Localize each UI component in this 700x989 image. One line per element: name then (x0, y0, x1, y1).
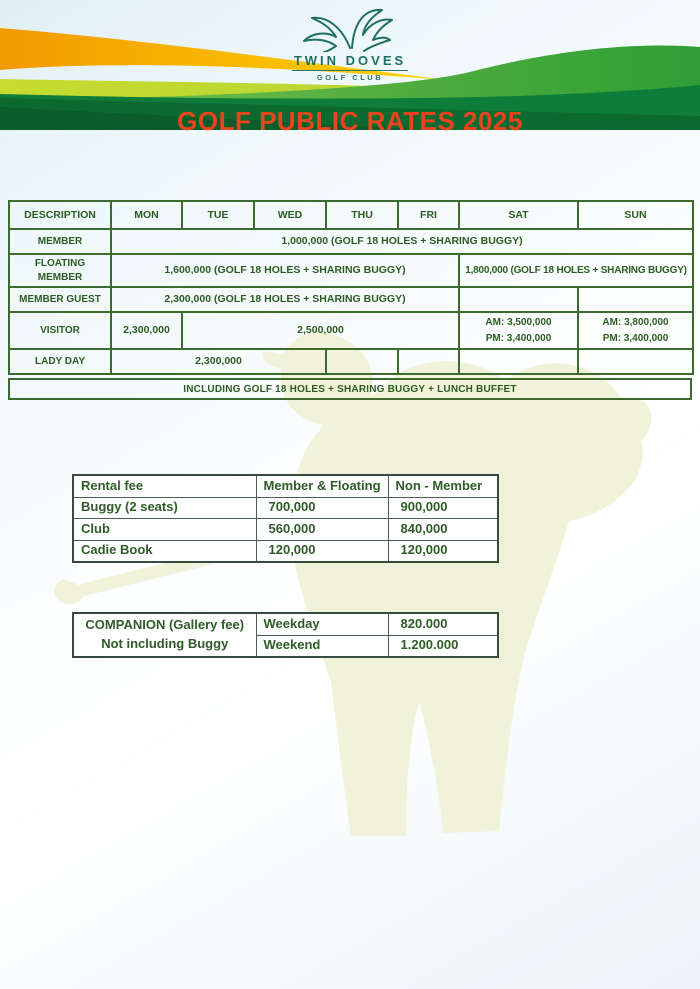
visitor-sat-pm: PM: 3,400,000 (485, 332, 552, 344)
lady-day-row (9, 349, 693, 374)
member-guest-label: MEMBER GUEST (9, 287, 111, 312)
weekday-fee: 820.000 (388, 613, 498, 635)
rates-footer-note: INCLUDING GOLF 18 HOLES + SHARING BUGGY + LUNCH BUFFET (8, 378, 692, 400)
rental-fee-table (72, 474, 499, 563)
club-item: Club (73, 519, 256, 541)
twin-doves-icon (290, 6, 410, 52)
guest-sun-cell (578, 287, 693, 312)
non-member-header: Non - Member (388, 475, 498, 497)
rates-table (8, 200, 694, 375)
companion-subtitle: Not including Buggy (101, 636, 229, 651)
member-guest-row (9, 287, 693, 312)
weekend-fee: 1.200.000 (388, 635, 498, 657)
rental-row-club (73, 519, 498, 541)
rental-header-row (73, 475, 498, 497)
col-description: DESCRIPTION (9, 201, 111, 229)
club-logo (0, 6, 700, 82)
col-sun: SUN (578, 201, 693, 229)
lady-day-label: LADY DAY (9, 349, 111, 374)
col-sat: SAT (459, 201, 578, 229)
floating-member-label: FLOATING MEMBER (9, 254, 111, 287)
lady-sat-cell (459, 349, 578, 374)
club-member-price: 560,000 (256, 519, 388, 541)
club-non-member-price: 840,000 (388, 519, 498, 541)
lady-day-rate: 2,300,000 (111, 349, 326, 374)
visitor-sun-rate (578, 312, 693, 349)
club-subtitle: GOLF CLUB (316, 73, 384, 82)
floating-member-row (9, 254, 693, 287)
visitor-sat-am: AM: 3,500,000 (485, 317, 552, 328)
cadie-book-item: Cadie Book (73, 540, 256, 562)
visitor-row (9, 312, 693, 349)
col-thu: THU (326, 201, 398, 229)
visitor-sun-am: AM: 3,800,000 (602, 317, 669, 328)
floating-weekend-rate: 1,800,000 (GOLF 18 HOLES + SHARING BUGGY) (459, 254, 693, 287)
rental-fee-header: Rental fee (73, 475, 256, 497)
rates-table-section (8, 200, 692, 400)
visitor-mon-rate: 2,300,000 (111, 312, 182, 349)
visitor-sun-pm: PM: 3,400,000 (602, 332, 669, 344)
col-tue: TUE (182, 201, 254, 229)
buggy-item: Buggy (2 seats) (73, 497, 256, 519)
member-rate: 1,000,000 (GOLF 18 HOLES + SHARING BUGGY) (111, 229, 693, 254)
cadie-book-member-price: 120,000 (256, 540, 388, 562)
lady-fri-cell (398, 349, 459, 374)
guest-weekday-rate: 2,300,000 (GOLF 18 HOLES + SHARING BUGGY) (111, 287, 459, 312)
companion-weekday-row (73, 613, 498, 635)
visitor-sat-rate (459, 312, 578, 349)
companion-label (73, 613, 256, 657)
weekday-label: Weekday (256, 613, 388, 635)
col-wed: WED (254, 201, 326, 229)
member-row (9, 229, 693, 254)
weekend-label: Weekend (256, 635, 388, 657)
lady-sun-cell (578, 349, 693, 374)
floating-weekday-rate: 1,600,000 (GOLF 18 HOLES + SHARING BUGGY) (111, 254, 459, 287)
companion-title: COMPANION (Gallery fee) (85, 617, 245, 633)
rates-header-row (9, 201, 693, 229)
rental-row-cadie-book (73, 540, 498, 562)
page-title: GOLF PUBLIC RATES 2025 (177, 106, 523, 136)
buggy-member-price: 700,000 (256, 497, 388, 519)
companion-fee-table (72, 612, 499, 658)
guest-sat-cell (459, 287, 578, 312)
member-floating-header: Member & Floating (256, 475, 388, 497)
rental-row-buggy (73, 497, 498, 519)
buggy-non-member-price: 900,000 (388, 497, 498, 519)
lady-thu-cell (326, 349, 398, 374)
col-fri: FRI (398, 201, 459, 229)
cadie-book-non-member-price: 120,000 (388, 540, 498, 562)
visitor-label: VISITOR (9, 312, 111, 349)
col-mon: MON (111, 201, 182, 229)
club-name: TWIN DOVES (292, 54, 408, 71)
visitor-tue-fri-rate: 2,500,000 (182, 312, 459, 349)
member-label: MEMBER (9, 229, 111, 254)
